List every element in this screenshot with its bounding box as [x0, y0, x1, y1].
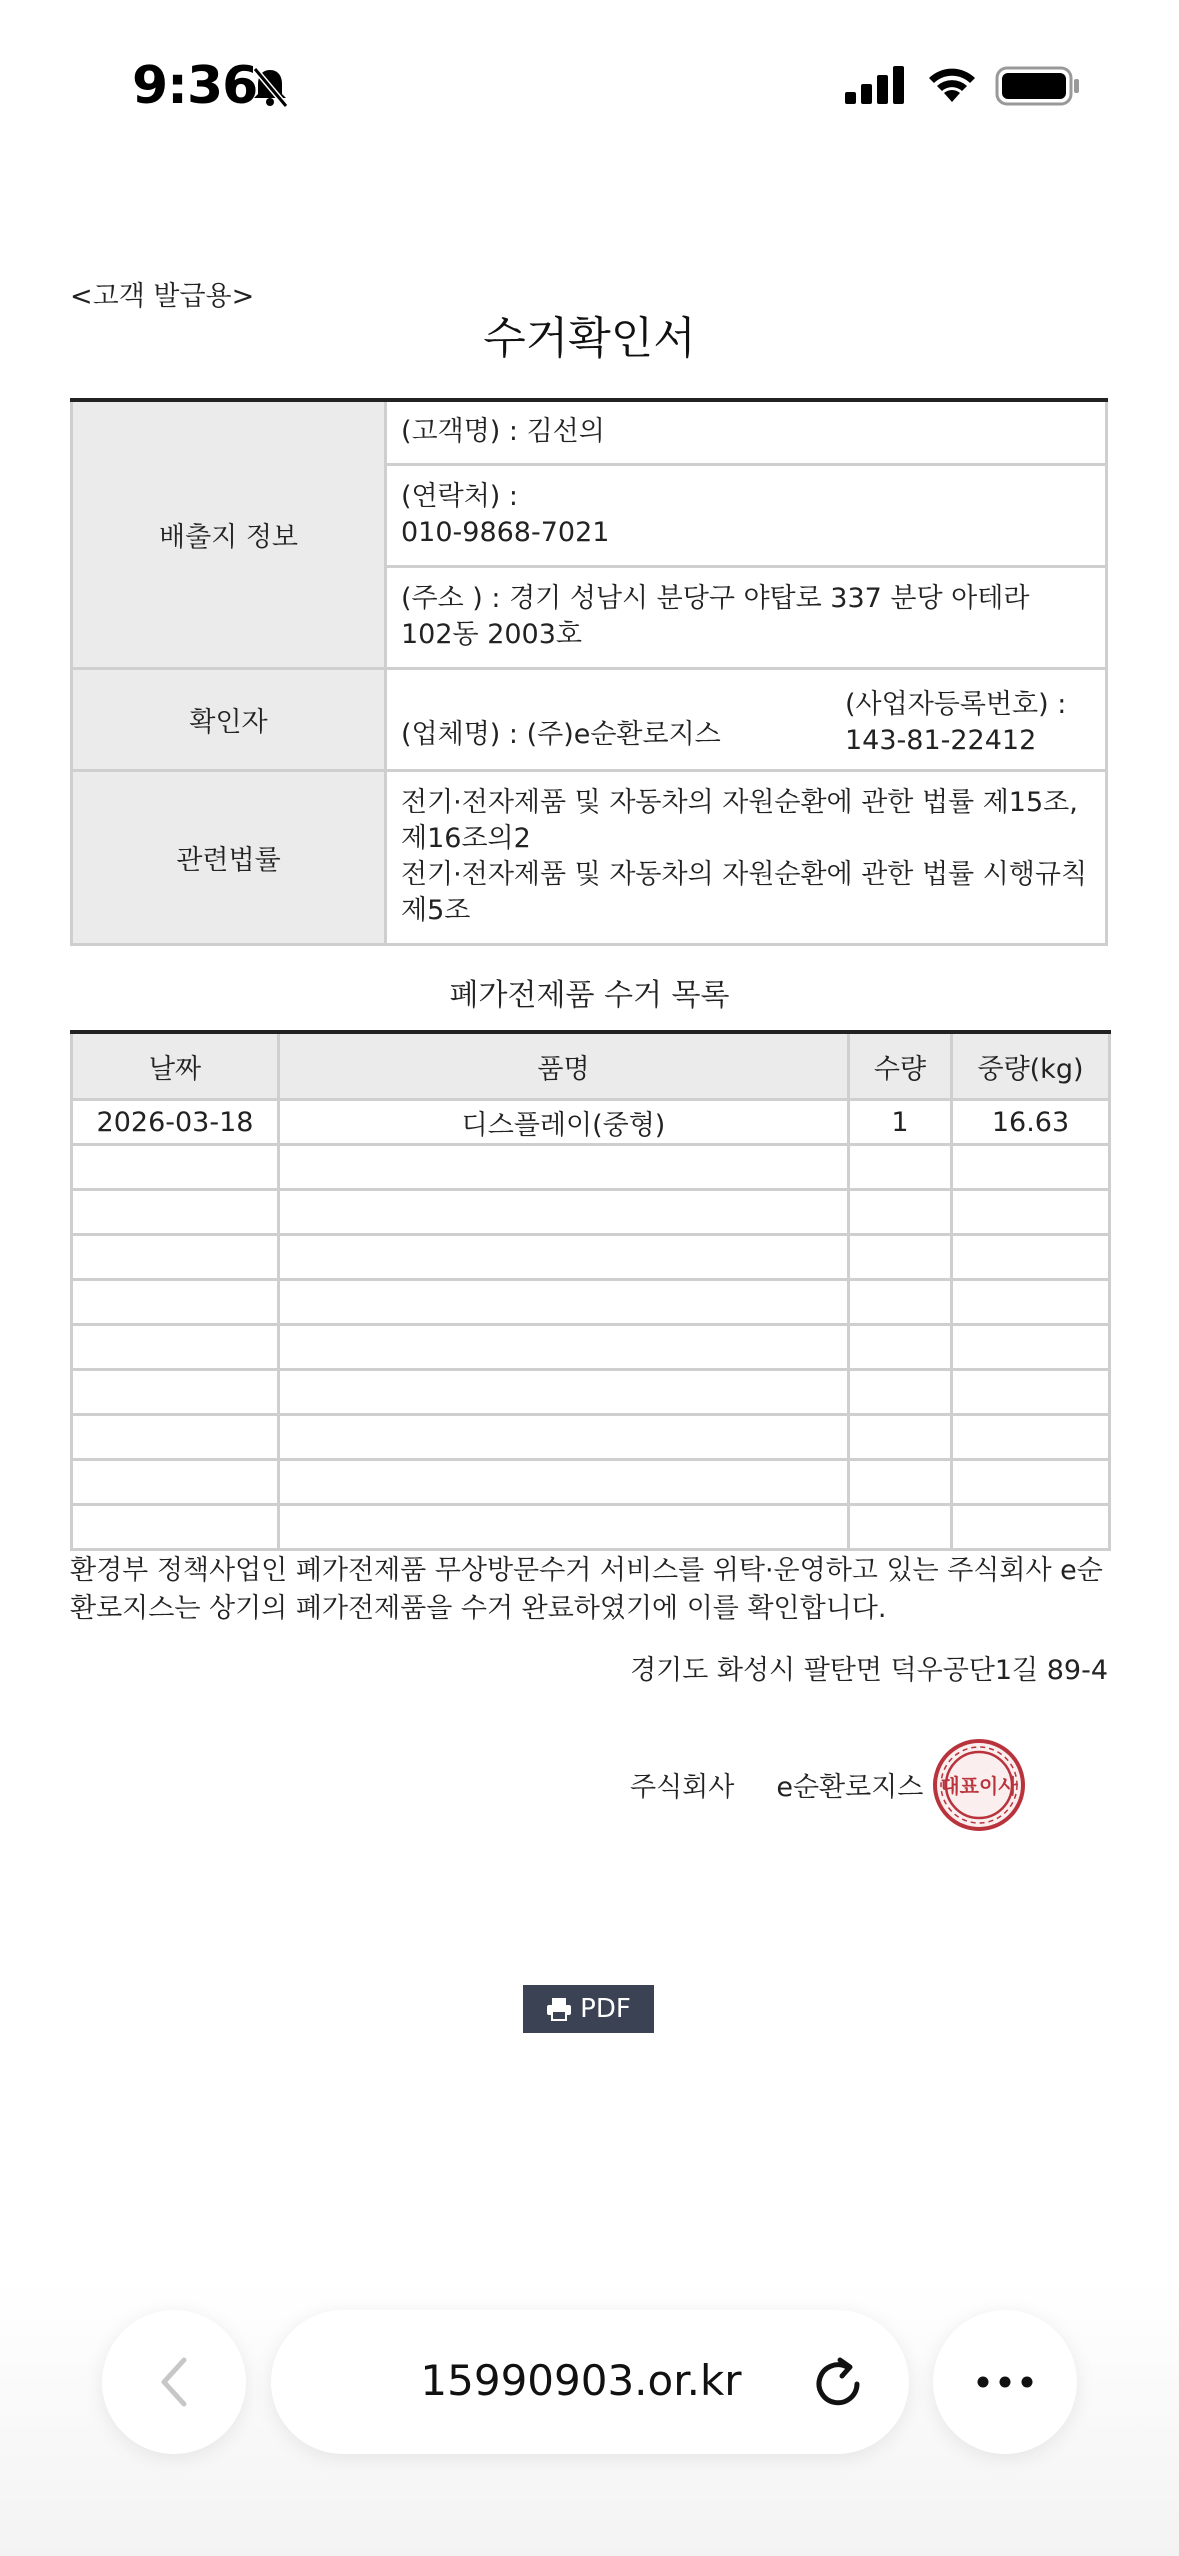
document-title: 수거확인서 — [483, 313, 696, 364]
pdf-button-label: PDF — [580, 1994, 631, 2024]
biz-reg-label: (사업자등록번호) : — [845, 689, 1067, 720]
col-qty: 수량 — [849, 1032, 952, 1100]
row-item: 디스플레이(중형) — [279, 1100, 849, 1145]
chevron-left-icon — [158, 2356, 190, 2408]
contact-label: (연락처) : — [401, 481, 518, 512]
col-item: 품명 — [279, 1032, 849, 1100]
empty-row — [72, 1325, 1110, 1370]
law-header: 관련법률 — [72, 770, 386, 944]
empty-row — [72, 1415, 1110, 1460]
law-line-3: 전기·전자제품 및 자동차의 자원순환에 관한 법률 시행규칙 — [401, 859, 1088, 890]
confirmation-notice: 환경부 정책사업인 폐가전제품 무상방문수거 서비스를 위탁·운영하고 있는 주식회사 e순환로지스는 상기의 폐가전제품을 수거 완료하였기에 이를 확인합니다. — [70, 1555, 1103, 1624]
address-line-2: 102동 2003호 — [401, 619, 582, 650]
bell-muted-icon — [250, 66, 290, 108]
law-cell — [386, 770, 1107, 944]
table-row — [72, 1100, 1110, 1145]
company-type: 주식회사 — [630, 1772, 735, 1803]
row-qty: 1 — [849, 1100, 952, 1145]
url-text: 15990903.or.kr — [420, 2356, 742, 2405]
company-name: (업체명) : (주)e순환로지스 — [401, 719, 721, 750]
info-table — [70, 398, 1108, 946]
empty-row — [72, 1460, 1110, 1505]
row-weight: 16.63 — [952, 1100, 1110, 1145]
law-line-1: 전기·전자제품 및 자동차의 자원순환에 관한 법률 제15조, — [401, 787, 1078, 818]
more-button[interactable] — [933, 2310, 1077, 2454]
signal-icon — [845, 66, 907, 104]
contact-value: 010-9868-7021 — [401, 517, 610, 548]
row-date: 2026-03-18 — [72, 1100, 279, 1145]
list-title: 폐가전제품 수거 목록 — [449, 978, 730, 1013]
law-line-2: 제16조의2 — [401, 823, 531, 854]
address-cell — [386, 566, 1107, 668]
copy-label: <고객 발급용> — [70, 281, 255, 312]
col-weight: 중량(kg) — [952, 1032, 1110, 1100]
battery-icon — [995, 66, 1081, 106]
biz-reg-value: 143-81-22412 — [845, 725, 1037, 756]
status-time: 9:36 — [132, 56, 258, 116]
law-line-4: 제5조 — [401, 895, 471, 926]
address-bar[interactable] — [271, 2310, 909, 2454]
empty-row — [72, 1280, 1110, 1325]
confirmer-header: 확인자 — [72, 668, 386, 770]
pdf-button[interactable] — [523, 1985, 654, 2033]
items-table — [70, 1030, 1111, 1551]
address-line-1: (주소 ) : 경기 성남시 분당구 야탑로 337 분당 아테라 — [401, 583, 1030, 614]
empty-row — [72, 1235, 1110, 1280]
back-button[interactable] — [102, 2310, 246, 2454]
origin-header: 배출지 정보 — [72, 400, 386, 668]
company-signature — [630, 1765, 923, 1804]
printer-icon — [546, 1997, 572, 2021]
wifi-icon — [925, 64, 979, 104]
empty-row — [72, 1190, 1110, 1235]
company-label: e순환로지스 — [776, 1772, 924, 1803]
customer-name: (고객명) : 김선의 — [386, 400, 1107, 464]
empty-row — [72, 1505, 1110, 1550]
col-date: 날짜 — [72, 1032, 279, 1100]
seal-text: 대표이사 — [940, 1774, 1018, 1798]
empty-row — [72, 1145, 1110, 1190]
company-seal — [932, 1738, 1026, 1832]
reload-icon[interactable] — [813, 2356, 865, 2410]
more-dots-icon — [977, 2376, 1033, 2388]
company-address: 경기도 화성시 팔탄면 덕우공단1길 89-4 — [630, 1655, 1108, 1686]
empty-row — [72, 1370, 1110, 1415]
contact-cell — [386, 464, 1107, 566]
confirmer-cell — [386, 668, 1107, 770]
